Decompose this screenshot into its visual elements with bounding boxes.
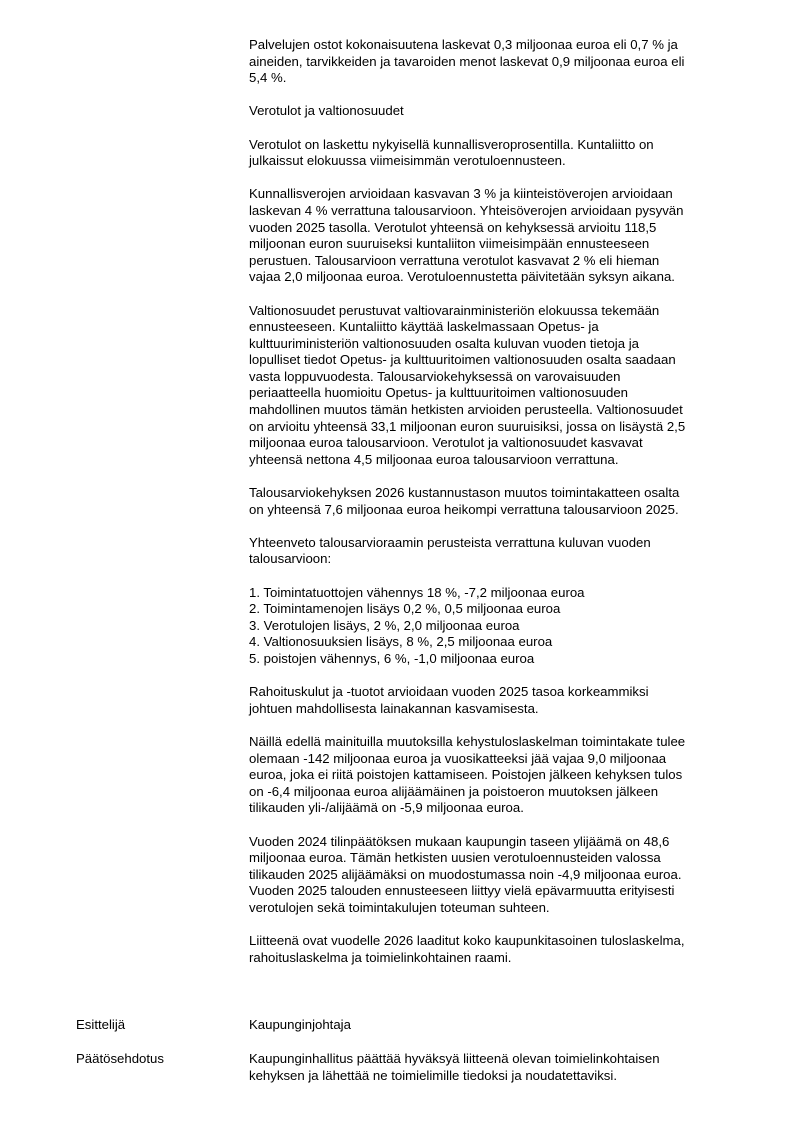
summary-list [249, 585, 749, 668]
text-line: on -6,4 miljoonaa euroa alijäämäinen ja poistoeron muutoksen jälkeen [249, 783, 659, 799]
paragraph-operating-result [249, 734, 749, 817]
paragraph-summary-intro [249, 535, 749, 568]
document-body [249, 37, 749, 983]
text-line: on yhteensä 7,6 miljoonaa euroa heikompi verrattuna talousarvioon 2025. [249, 501, 679, 517]
text-line: vajaa 2,0 miljoonaa euroa. Verotuloennustetta päivitetään syksyn aikana. [249, 269, 675, 285]
text-line: Palvelujen ostot kokonaisuutena laskevat 0,3 miljoonaa euroa eli 0,7 % ja [249, 37, 678, 52]
text-line: kulttuuriministeriön valtionosuuden osalta kuluvan vuoden tietoja ja [249, 335, 640, 351]
text-line: olemaan -142 miljoonaa euroa ja vuosikatteeksi jää vajaa 9,0 miljoonaa [249, 750, 667, 766]
text-line: kehyksen ja lähettää ne toimielimille tiedoksi ja noudatettaviksi. [249, 1067, 617, 1083]
list-item: 3. Verotulojen lisäys, 2 %, 2,0 miljoonaa euroa [249, 617, 520, 633]
paragraph-tax-calculation [249, 137, 749, 170]
text-line: lopulliset tiedot Opetus- ja kulttuuritoimen valtionosuuden osalta saadaan [249, 352, 676, 368]
text-line: Talousarviokehyksen 2026 kustannustason muutos toimintakatteen osalta [249, 485, 680, 501]
proposal-label: Päätösehdotus [76, 1051, 164, 1066]
text-line: ennusteeseen. Kuntaliitto käyttää laskelmassaan Opetus- ja [249, 319, 599, 335]
text-line: vuoden 2025 tasolla. Verotulot yhteensä on kehyksessä arvioitu 118,5 [249, 219, 657, 235]
paragraph-attachments [249, 933, 749, 966]
text-line: rahoituslaskelma ja toimielinkohtainen raami. [249, 949, 512, 965]
text-line: talousarvioon: [249, 551, 332, 567]
text-line: Vuoden 2025 talouden ennusteeseen liittyy vielä epävarmuutta erityisesti [249, 883, 675, 899]
text-line: Verotulot ja valtionosuudet [249, 103, 404, 119]
text-line: Kunnallisverojen arvioidaan kasvavan 3 % ja kiinteistöverojen arvioidaan [249, 186, 673, 202]
text-line: periaatteella huomioitu Opetus- ja kulttuuritoimen valtionosuuden [249, 385, 628, 401]
section-heading [249, 103, 749, 120]
text-line: Liitteenä ovat vuodelle 2026 laaditut koko kaupunkitasoinen tuloslaskelma, [249, 933, 685, 949]
text-line: Vuoden 2024 tilinpäätöksen mukaan kaupungin taseen ylijäämä on 48,6 [249, 833, 670, 849]
paragraph-state-subsidies [249, 303, 749, 469]
paragraph-financing-costs [249, 684, 749, 717]
text-line: mahdollinen muutos tämän hetkisten arvioiden perusteella. Valtionosuudet [249, 402, 683, 418]
paragraph-services-purchases [249, 37, 749, 87]
text-line: aineiden, tarvikkeiden ja tavaroiden menot laskevat 0,9 miljoonaa euroa eli [249, 53, 685, 69]
text-line: julkaissut elokuussa viimeisimmän verotuloennusteen. [249, 153, 566, 169]
text-line: miljoonaa euroa. Tämän hetkisten uusien verotuloennusteiden valossa [249, 850, 661, 866]
list-item: 2. Toimintamenojen lisäys 0,2 %, 0,5 miljoonaa euroa [249, 601, 561, 617]
text-line: Verotulot on laskettu nykyisellä kunnallisveroprosentilla. Kuntaliitto on [249, 136, 654, 152]
text-line: on arvioitu yhteensä 33,1 miljoonan euron suuruisiksi, jossa on lisäystä 2,5 [249, 418, 686, 434]
text-line: Kaupunginhallitus päättää hyväksyä liitteenä olevan toimielinkohtaisen [249, 1051, 660, 1066]
list-item: 4. Valtionosuuksien lisäys, 8 %, 2,5 miljoonaa euroa [249, 634, 553, 650]
presenter-label: Esittelijä [76, 1017, 126, 1032]
list-item: 1. Toimintatuottojen vähennys 18 %, -7,2 miljoonaa euroa [249, 584, 585, 600]
text-line: vasta loppuvuodesta. Talousarviokehyksessä on varovaisuuden [249, 368, 621, 384]
text-line: perustuen. Talousarvioon verrattuna verotulot kasvavat 2 % eli hieman [249, 252, 660, 268]
text-line: tilikauden yli-/alijäämä on -5,9 miljoonaa euroa. [249, 800, 524, 816]
text-line: 5,4 %. [249, 70, 287, 86]
text-line: Näillä edellä mainituilla muutoksilla kehystuloslaskelman toimintakate tulee [249, 733, 686, 749]
paragraph-tax-estimates [249, 186, 749, 286]
paragraph-financial-statement-2024 [249, 834, 749, 917]
text-line: Yhteenveto talousarvioraamin perusteista verrattuna kuluvan vuoden [249, 534, 651, 550]
text-line: Rahoituskulut ja -tuotot arvioidaan vuoden 2025 tasoa korkeammiksi [249, 684, 649, 700]
text-line: euroa, joka ei riitä poistojen kattamiseen. Poistojen jälkeen kehyksen tulos [249, 767, 683, 783]
text-line: laskevan 4 % verrattuna talousarvioon. Yhteisöverojen arvioidaan pysyvän [249, 202, 684, 218]
text-line: johtuen mahdollisesta lainakannan kasvamisesta. [249, 700, 539, 716]
text-line: miljoonan euron suuruiseksi kuntaliiton viimeisimpään ennusteeseen [249, 236, 650, 252]
text-line: tilikauden 2025 alijäämäksi on muodostumassa noin -4,9 miljoonaa euroa. [249, 866, 682, 882]
proposal-text [249, 1051, 749, 1084]
text-line: Valtionosuudet perustuvat valtiovarainministeriön elokuussa tekemään [249, 302, 660, 318]
list-item: 5. poistojen vähennys, 6 %, -1,0 miljoonaa euroa [249, 650, 535, 666]
paragraph-cost-level-change [249, 485, 749, 518]
text-line: miljoonaa euroa talousarvioon. Verotulot ja valtionosuudet kasvavat [249, 435, 643, 451]
text-line: yhteensä nettona 4,5 miljoonaa euroa talousarvioon verrattuna. [249, 451, 619, 467]
presenter-value: Kaupunginjohtaja [249, 1017, 351, 1032]
text-line: verotulojen sekä toimintakulujen toteuman suhteen. [249, 899, 550, 915]
